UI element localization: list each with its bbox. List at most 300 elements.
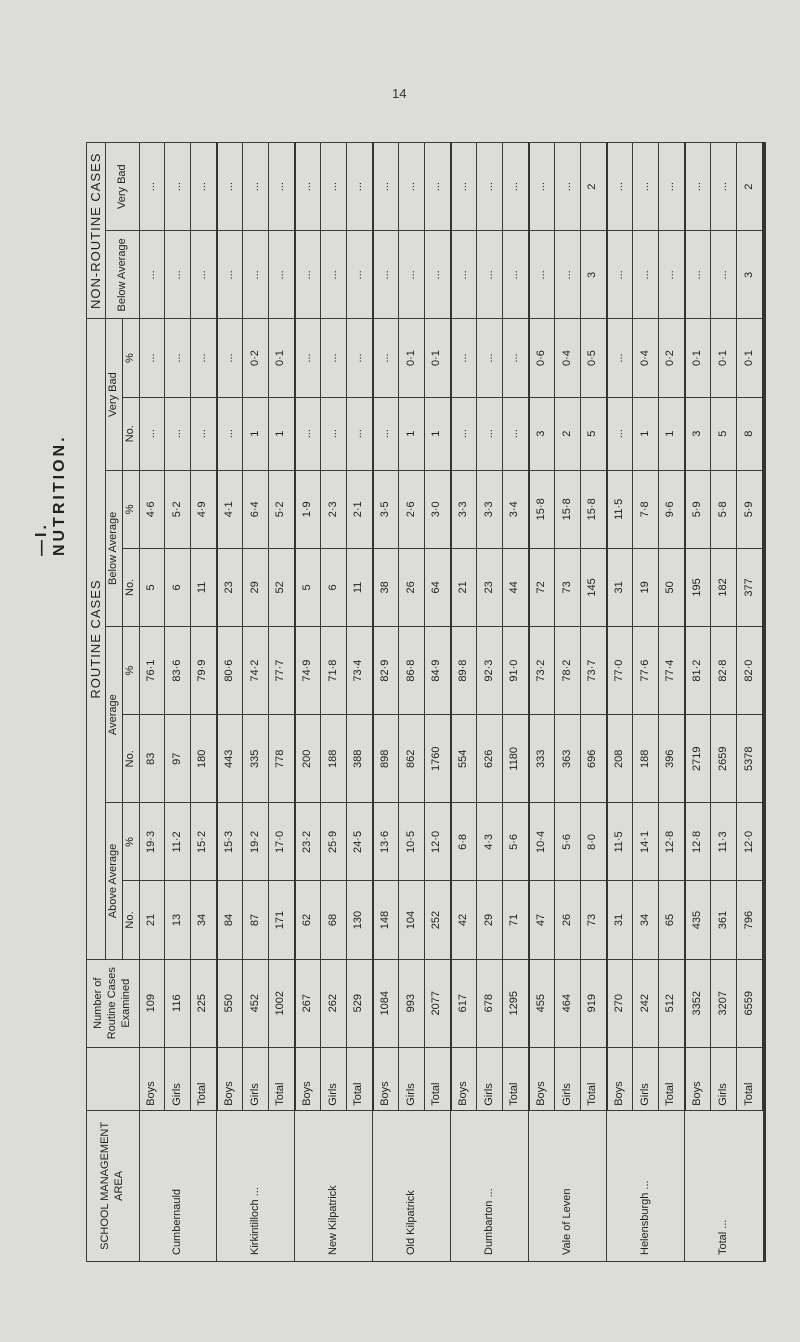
cell-n: 455 bbox=[529, 959, 555, 1047]
cell-vb-no: ... bbox=[321, 397, 347, 470]
cell-vb-pct: ... bbox=[607, 319, 633, 397]
cell-av-no: 208 bbox=[607, 715, 633, 803]
cell-vb-pct: ... bbox=[217, 319, 243, 397]
cell-n: 262 bbox=[321, 959, 347, 1047]
cell-av-no: 696 bbox=[580, 715, 606, 803]
row-label-boys: Boys bbox=[373, 1047, 399, 1110]
cell-nr-vb: ... bbox=[633, 143, 659, 231]
cell-av-no: 83 bbox=[139, 715, 165, 803]
cell-n: 116 bbox=[165, 959, 191, 1047]
row-label-girls: Girls bbox=[165, 1047, 191, 1110]
cell-n: 267 bbox=[295, 959, 321, 1047]
header-school-area: SCHOOL MANAGEMENT AREA bbox=[87, 1110, 140, 1261]
table-row bbox=[529, 143, 555, 1262]
cell-av-no: 200 bbox=[295, 715, 321, 803]
area-name: Dumbarton ... bbox=[451, 1110, 529, 1261]
cell-ba-pct: 2·6 bbox=[399, 470, 425, 548]
row-label-boys: Boys bbox=[607, 1047, 633, 1110]
cell-aa-no: 65 bbox=[658, 881, 684, 959]
cell-ba-no: 23 bbox=[477, 548, 503, 626]
cell-av-no: 363 bbox=[555, 715, 581, 803]
cell-ba-pct: 11·5 bbox=[607, 470, 633, 548]
cell-aa-pct: 12·8 bbox=[658, 803, 684, 881]
cell-nr-ba: ... bbox=[165, 231, 191, 319]
table-row bbox=[555, 143, 581, 1262]
cell-nr-ba: ... bbox=[399, 231, 425, 319]
cell-ba-pct: 9·6 bbox=[658, 470, 684, 548]
cell-ba-pct: 5·8 bbox=[711, 470, 737, 548]
cell-av-no: 2659 bbox=[711, 715, 737, 803]
cell-vb-pct: 0·2 bbox=[243, 319, 269, 397]
cell-aa-no: 34 bbox=[633, 881, 659, 959]
cell-av-pct: 89·8 bbox=[451, 626, 477, 714]
nutrition-table bbox=[86, 142, 764, 1262]
cell-nr-vb: 2 bbox=[736, 143, 763, 231]
cell-aa-no: 21 bbox=[139, 881, 165, 959]
cell-vb-no: 1 bbox=[243, 397, 269, 470]
area-name: Cumbernauld bbox=[139, 1110, 216, 1261]
cell-nr-vb: ... bbox=[165, 143, 191, 231]
cell-nr-ba: ... bbox=[633, 231, 659, 319]
cell-ba-no: 38 bbox=[373, 548, 399, 626]
cell-av-no: 396 bbox=[658, 715, 684, 803]
cell-av-no: 180 bbox=[190, 715, 216, 803]
area-name: Old Kilpatrick bbox=[373, 1110, 451, 1261]
cell-vb-pct: 0·1 bbox=[736, 319, 763, 397]
cell-nr-ba: ... bbox=[658, 231, 684, 319]
header-aa-pct: % bbox=[123, 803, 140, 881]
section-title: —I. NUTRITION. bbox=[33, 434, 68, 556]
cell-aa-pct: 12·0 bbox=[736, 803, 763, 881]
cell-av-no: 778 bbox=[268, 715, 294, 803]
header-above-average: Above Average bbox=[106, 803, 123, 959]
cell-av-no: 335 bbox=[243, 715, 269, 803]
cell-av-no: 388 bbox=[346, 715, 372, 803]
cell-aa-pct: 15·3 bbox=[217, 803, 243, 881]
cell-nr-ba: 3 bbox=[580, 231, 606, 319]
cell-n: 512 bbox=[658, 959, 684, 1047]
cell-n: 1002 bbox=[268, 959, 294, 1047]
cell-aa-no: 42 bbox=[451, 881, 477, 959]
cell-ba-no: 5 bbox=[295, 548, 321, 626]
row-label-total: Total bbox=[346, 1047, 372, 1110]
cell-av-no: 188 bbox=[321, 715, 347, 803]
cell-ba-pct: 3·0 bbox=[424, 470, 450, 548]
cell-nr-vb: ... bbox=[424, 143, 450, 231]
row-label-boys: Boys bbox=[139, 1047, 165, 1110]
cell-nr-vb: ... bbox=[555, 143, 581, 231]
cell-av-pct: 74·2 bbox=[243, 626, 269, 714]
table-row bbox=[633, 143, 659, 1262]
cell-nr-ba: ... bbox=[451, 231, 477, 319]
cell-ba-no: 72 bbox=[529, 548, 555, 626]
cell-av-pct: 73·2 bbox=[529, 626, 555, 714]
table-row bbox=[711, 143, 737, 1262]
cell-aa-pct: 11·5 bbox=[607, 803, 633, 881]
cell-ba-pct: 15·8 bbox=[580, 470, 606, 548]
cell-n: 3352 bbox=[685, 959, 711, 1047]
cell-ba-no: 50 bbox=[658, 548, 684, 626]
row-label-girls: Girls bbox=[477, 1047, 503, 1110]
cell-aa-pct: 25·9 bbox=[321, 803, 347, 881]
table-row bbox=[477, 143, 503, 1262]
cell-av-no: 1180 bbox=[502, 715, 528, 803]
cell-nr-ba: ... bbox=[373, 231, 399, 319]
cell-n: 1295 bbox=[502, 959, 528, 1047]
cell-av-pct: 84·9 bbox=[424, 626, 450, 714]
cell-ba-no: 145 bbox=[580, 548, 606, 626]
cell-vb-pct: 0·1 bbox=[685, 319, 711, 397]
cell-vb-no: ... bbox=[217, 397, 243, 470]
cell-n: 678 bbox=[477, 959, 503, 1047]
cell-nr-ba: ... bbox=[295, 231, 321, 319]
cell-nr-ba: ... bbox=[607, 231, 633, 319]
header-vb-pct: % bbox=[123, 319, 140, 397]
cell-vb-pct: ... bbox=[346, 319, 372, 397]
cell-vb-pct: 0·1 bbox=[399, 319, 425, 397]
cell-vb-pct: 0·1 bbox=[268, 319, 294, 397]
table-row bbox=[268, 143, 294, 1262]
cell-ba-pct: 5·2 bbox=[268, 470, 294, 548]
cell-vb-pct: 0·4 bbox=[555, 319, 581, 397]
cell-ba-pct: 3·3 bbox=[451, 470, 477, 548]
cell-nr-ba: ... bbox=[424, 231, 450, 319]
cell-av-pct: 86·8 bbox=[399, 626, 425, 714]
area-name: Vale of Leven bbox=[529, 1110, 607, 1261]
cell-n: 2077 bbox=[424, 959, 450, 1047]
cell-av-pct: 77·7 bbox=[268, 626, 294, 714]
cell-vb-no: 3 bbox=[685, 397, 711, 470]
cell-nr-ba: ... bbox=[555, 231, 581, 319]
cell-av-pct: 92·3 bbox=[477, 626, 503, 714]
cell-aa-pct: 10·5 bbox=[399, 803, 425, 881]
cell-vb-no: ... bbox=[165, 397, 191, 470]
cell-aa-pct: 19·2 bbox=[243, 803, 269, 881]
cell-nr-ba: ... bbox=[139, 231, 165, 319]
cell-nr-vb: ... bbox=[373, 143, 399, 231]
cell-av-pct: 73·7 bbox=[580, 626, 606, 714]
table-row bbox=[321, 143, 347, 1262]
cell-n: 225 bbox=[190, 959, 216, 1047]
cell-av-pct: 80·6 bbox=[217, 626, 243, 714]
cell-ba-no: 44 bbox=[502, 548, 528, 626]
cell-vb-no: 2 bbox=[555, 397, 581, 470]
cell-nr-ba: ... bbox=[190, 231, 216, 319]
cell-nr-vb: ... bbox=[139, 143, 165, 231]
table-row bbox=[217, 143, 243, 1262]
cell-ba-pct: 15·8 bbox=[555, 470, 581, 548]
header-ba-no: No. bbox=[123, 548, 140, 626]
cell-aa-no: 87 bbox=[243, 881, 269, 959]
nutrition-table-frame bbox=[86, 142, 766, 1262]
row-label-boys: Boys bbox=[685, 1047, 711, 1110]
cell-av-pct: 77·4 bbox=[658, 626, 684, 714]
cell-ba-no: 5 bbox=[139, 548, 165, 626]
header-average: Average bbox=[106, 626, 123, 802]
cell-aa-pct: 4·3 bbox=[477, 803, 503, 881]
cell-vb-no: 5 bbox=[711, 397, 737, 470]
cell-ba-pct: 6·4 bbox=[243, 470, 269, 548]
row-label-girls: Girls bbox=[399, 1047, 425, 1110]
cell-ba-pct: 4·1 bbox=[217, 470, 243, 548]
table-row bbox=[502, 143, 528, 1262]
cell-nr-vb: ... bbox=[658, 143, 684, 231]
cell-aa-pct: 11·2 bbox=[165, 803, 191, 881]
cell-aa-pct: 15·2 bbox=[190, 803, 216, 881]
cell-ba-no: 64 bbox=[424, 548, 450, 626]
cell-av-pct: 82·0 bbox=[736, 626, 763, 714]
cell-ba-no: 21 bbox=[451, 548, 477, 626]
header-nr-very-bad: Very Bad bbox=[106, 143, 140, 231]
cell-aa-pct: 8·0 bbox=[580, 803, 606, 881]
cell-aa-no: 26 bbox=[555, 881, 581, 959]
cell-av-pct: 73·4 bbox=[346, 626, 372, 714]
cell-ba-no: 6 bbox=[165, 548, 191, 626]
header-aa-no: No. bbox=[123, 881, 140, 959]
header-routine-cases: ROUTINE CASES bbox=[87, 319, 106, 959]
cell-aa-pct: 23·2 bbox=[295, 803, 321, 881]
cell-aa-no: 84 bbox=[217, 881, 243, 959]
row-label-girls: Girls bbox=[555, 1047, 581, 1110]
header-number-examined: Number of Routine Cases Examined bbox=[87, 959, 140, 1047]
cell-nr-vb: ... bbox=[295, 143, 321, 231]
cell-aa-pct: 5·6 bbox=[502, 803, 528, 881]
cell-ba-pct: 5·2 bbox=[165, 470, 191, 548]
cell-ba-pct: 3·4 bbox=[502, 470, 528, 548]
cell-vb-no: 1 bbox=[658, 397, 684, 470]
cell-n: 529 bbox=[346, 959, 372, 1047]
table-row bbox=[580, 143, 606, 1262]
area-name: Helensburgh ... bbox=[607, 1110, 685, 1261]
cell-av-no: 333 bbox=[529, 715, 555, 803]
table-body bbox=[139, 143, 763, 1262]
cell-vb-no: ... bbox=[502, 397, 528, 470]
cell-nr-ba: ... bbox=[268, 231, 294, 319]
cell-n: 617 bbox=[451, 959, 477, 1047]
cell-aa-no: 435 bbox=[685, 881, 711, 959]
cell-vb-pct: 0·2 bbox=[658, 319, 684, 397]
cell-aa-no: 796 bbox=[736, 881, 763, 959]
cell-ba-no: 31 bbox=[607, 548, 633, 626]
cell-vb-no: ... bbox=[451, 397, 477, 470]
table-row bbox=[658, 143, 684, 1262]
cell-vb-pct: ... bbox=[165, 319, 191, 397]
cell-nr-ba: ... bbox=[529, 231, 555, 319]
cell-av-pct: 82·8 bbox=[711, 626, 737, 714]
cell-vb-pct: 0·4 bbox=[633, 319, 659, 397]
cell-ba-pct: 15·8 bbox=[529, 470, 555, 548]
cell-nr-vb: ... bbox=[685, 143, 711, 231]
cell-aa-no: 71 bbox=[502, 881, 528, 959]
cell-av-pct: 77·0 bbox=[607, 626, 633, 714]
cell-n: 1084 bbox=[373, 959, 399, 1047]
cell-ba-no: 26 bbox=[399, 548, 425, 626]
cell-aa-no: 31 bbox=[607, 881, 633, 959]
table-row bbox=[190, 143, 216, 1262]
cell-nr-vb: ... bbox=[529, 143, 555, 231]
header-below-average: Below Average bbox=[106, 470, 123, 626]
cell-av-no: 898 bbox=[373, 715, 399, 803]
cell-aa-pct: 24·5 bbox=[346, 803, 372, 881]
cell-nr-vb: ... bbox=[190, 143, 216, 231]
cell-vb-pct: ... bbox=[139, 319, 165, 397]
area-name: Kirkintilloch ... bbox=[217, 1110, 295, 1261]
cell-aa-pct: 17·0 bbox=[268, 803, 294, 881]
cell-aa-pct: 10·4 bbox=[529, 803, 555, 881]
cell-n: 550 bbox=[217, 959, 243, 1047]
cell-ba-pct: 4·9 bbox=[190, 470, 216, 548]
cell-nr-vb: ... bbox=[321, 143, 347, 231]
cell-ba-no: 23 bbox=[217, 548, 243, 626]
cell-aa-no: 171 bbox=[268, 881, 294, 959]
cell-aa-no: 148 bbox=[373, 881, 399, 959]
cell-av-no: 626 bbox=[477, 715, 503, 803]
cell-n: 3207 bbox=[711, 959, 737, 1047]
cell-ba-no: 19 bbox=[633, 548, 659, 626]
cell-aa-no: 361 bbox=[711, 881, 737, 959]
cell-av-pct: 74·9 bbox=[295, 626, 321, 714]
header-ba-pct: % bbox=[123, 470, 140, 548]
cell-aa-pct: 12·8 bbox=[685, 803, 711, 881]
table-row bbox=[685, 143, 711, 1262]
cell-nr-vb: ... bbox=[217, 143, 243, 231]
cell-ba-pct: 5·9 bbox=[685, 470, 711, 548]
cell-vb-pct: ... bbox=[295, 319, 321, 397]
row-label-total: Total bbox=[580, 1047, 606, 1110]
cell-nr-vb: ... bbox=[268, 143, 294, 231]
cell-av-pct: 83·6 bbox=[165, 626, 191, 714]
row-label-boys: Boys bbox=[451, 1047, 477, 1110]
cell-av-pct: 79·9 bbox=[190, 626, 216, 714]
cell-ba-pct: 2·3 bbox=[321, 470, 347, 548]
cell-n: 919 bbox=[580, 959, 606, 1047]
row-label-total: Total bbox=[190, 1047, 216, 1110]
cell-nr-vb: ... bbox=[346, 143, 372, 231]
table-row bbox=[295, 143, 321, 1262]
table-row bbox=[165, 143, 191, 1262]
row-label-total: Total bbox=[424, 1047, 450, 1110]
cell-ba-pct: 3·3 bbox=[477, 470, 503, 548]
cell-nr-ba: ... bbox=[243, 231, 269, 319]
cell-nr-vb: ... bbox=[477, 143, 503, 231]
table-row bbox=[139, 143, 165, 1262]
cell-vb-pct: ... bbox=[502, 319, 528, 397]
cell-nr-ba: ... bbox=[217, 231, 243, 319]
cell-av-no: 5378 bbox=[736, 715, 763, 803]
cell-av-no: 1760 bbox=[424, 715, 450, 803]
cell-n: 452 bbox=[243, 959, 269, 1047]
table-row bbox=[736, 143, 763, 1262]
cell-av-pct: 91·0 bbox=[502, 626, 528, 714]
cell-vb-no: ... bbox=[607, 397, 633, 470]
cell-aa-pct: 12·0 bbox=[424, 803, 450, 881]
row-label-total: Total bbox=[736, 1047, 763, 1110]
cell-aa-no: 29 bbox=[477, 881, 503, 959]
cell-nr-ba: ... bbox=[346, 231, 372, 319]
cell-nr-ba: ... bbox=[685, 231, 711, 319]
row-label-girls: Girls bbox=[243, 1047, 269, 1110]
cell-n: 109 bbox=[139, 959, 165, 1047]
cell-vb-pct: ... bbox=[190, 319, 216, 397]
cell-vb-no: ... bbox=[346, 397, 372, 470]
header-av-no: No. bbox=[123, 715, 140, 803]
cell-ba-no: 195 bbox=[685, 548, 711, 626]
cell-aa-no: 47 bbox=[529, 881, 555, 959]
cell-vb-no: 1 bbox=[424, 397, 450, 470]
cell-ba-pct: 1·9 bbox=[295, 470, 321, 548]
cell-aa-no: 73 bbox=[580, 881, 606, 959]
cell-ba-no: 377 bbox=[736, 548, 763, 626]
row-label-boys: Boys bbox=[295, 1047, 321, 1110]
area-name: New Kilpatrick bbox=[295, 1110, 373, 1261]
cell-aa-no: 252 bbox=[424, 881, 450, 959]
cell-nr-vb: 2 bbox=[580, 143, 606, 231]
cell-ba-pct: 4·6 bbox=[139, 470, 165, 548]
header-very-bad: Very Bad bbox=[106, 319, 123, 470]
cell-vb-no: 1 bbox=[399, 397, 425, 470]
cell-av-pct: 77·6 bbox=[633, 626, 659, 714]
cell-ba-no: 6 bbox=[321, 548, 347, 626]
cell-av-pct: 78·2 bbox=[555, 626, 581, 714]
cell-vb-no: ... bbox=[190, 397, 216, 470]
cell-vb-no: 8 bbox=[736, 397, 763, 470]
cell-aa-no: 13 bbox=[165, 881, 191, 959]
cell-av-no: 862 bbox=[399, 715, 425, 803]
cell-vb-no: 1 bbox=[268, 397, 294, 470]
cell-aa-pct: 14·1 bbox=[633, 803, 659, 881]
cell-aa-pct: 5·6 bbox=[555, 803, 581, 881]
cell-ba-pct: 7·8 bbox=[633, 470, 659, 548]
cell-aa-pct: 19·3 bbox=[139, 803, 165, 881]
cell-vb-pct: 0·6 bbox=[529, 319, 555, 397]
table-row bbox=[424, 143, 450, 1262]
cell-ba-pct: 5·9 bbox=[736, 470, 763, 548]
cell-nr-vb: ... bbox=[451, 143, 477, 231]
cell-aa-no: 68 bbox=[321, 881, 347, 959]
cell-vb-no: 1 bbox=[633, 397, 659, 470]
table-row bbox=[451, 143, 477, 1262]
row-label-girls: Girls bbox=[633, 1047, 659, 1110]
cell-ba-no: 11 bbox=[346, 548, 372, 626]
cell-vb-no: 3 bbox=[529, 397, 555, 470]
cell-vb-no: ... bbox=[477, 397, 503, 470]
cell-av-no: 554 bbox=[451, 715, 477, 803]
cell-nr-vb: ... bbox=[711, 143, 737, 231]
row-label-girls: Girls bbox=[711, 1047, 737, 1110]
table-row bbox=[399, 143, 425, 1262]
row-label-girls: Girls bbox=[321, 1047, 347, 1110]
header-sex bbox=[87, 1047, 140, 1110]
row-label-boys: Boys bbox=[217, 1047, 243, 1110]
cell-vb-pct: 0·1 bbox=[424, 319, 450, 397]
cell-aa-pct: 11·3 bbox=[711, 803, 737, 881]
cell-nr-ba: ... bbox=[502, 231, 528, 319]
cell-av-pct: 76·1 bbox=[139, 626, 165, 714]
cell-vb-pct: ... bbox=[451, 319, 477, 397]
header-non-routine-cases: NON-ROUTINE CASES bbox=[87, 143, 106, 319]
row-label-total: Total bbox=[502, 1047, 528, 1110]
cell-av-no: 97 bbox=[165, 715, 191, 803]
cell-ba-no: 73 bbox=[555, 548, 581, 626]
cell-ba-no: 182 bbox=[711, 548, 737, 626]
cell-n: 464 bbox=[555, 959, 581, 1047]
cell-ba-no: 11 bbox=[190, 548, 216, 626]
area-name: Total ... bbox=[685, 1110, 763, 1261]
cell-nr-vb: ... bbox=[243, 143, 269, 231]
row-label-boys: Boys bbox=[529, 1047, 555, 1110]
cell-aa-pct: 13·6 bbox=[373, 803, 399, 881]
cell-nr-ba: ... bbox=[711, 231, 737, 319]
